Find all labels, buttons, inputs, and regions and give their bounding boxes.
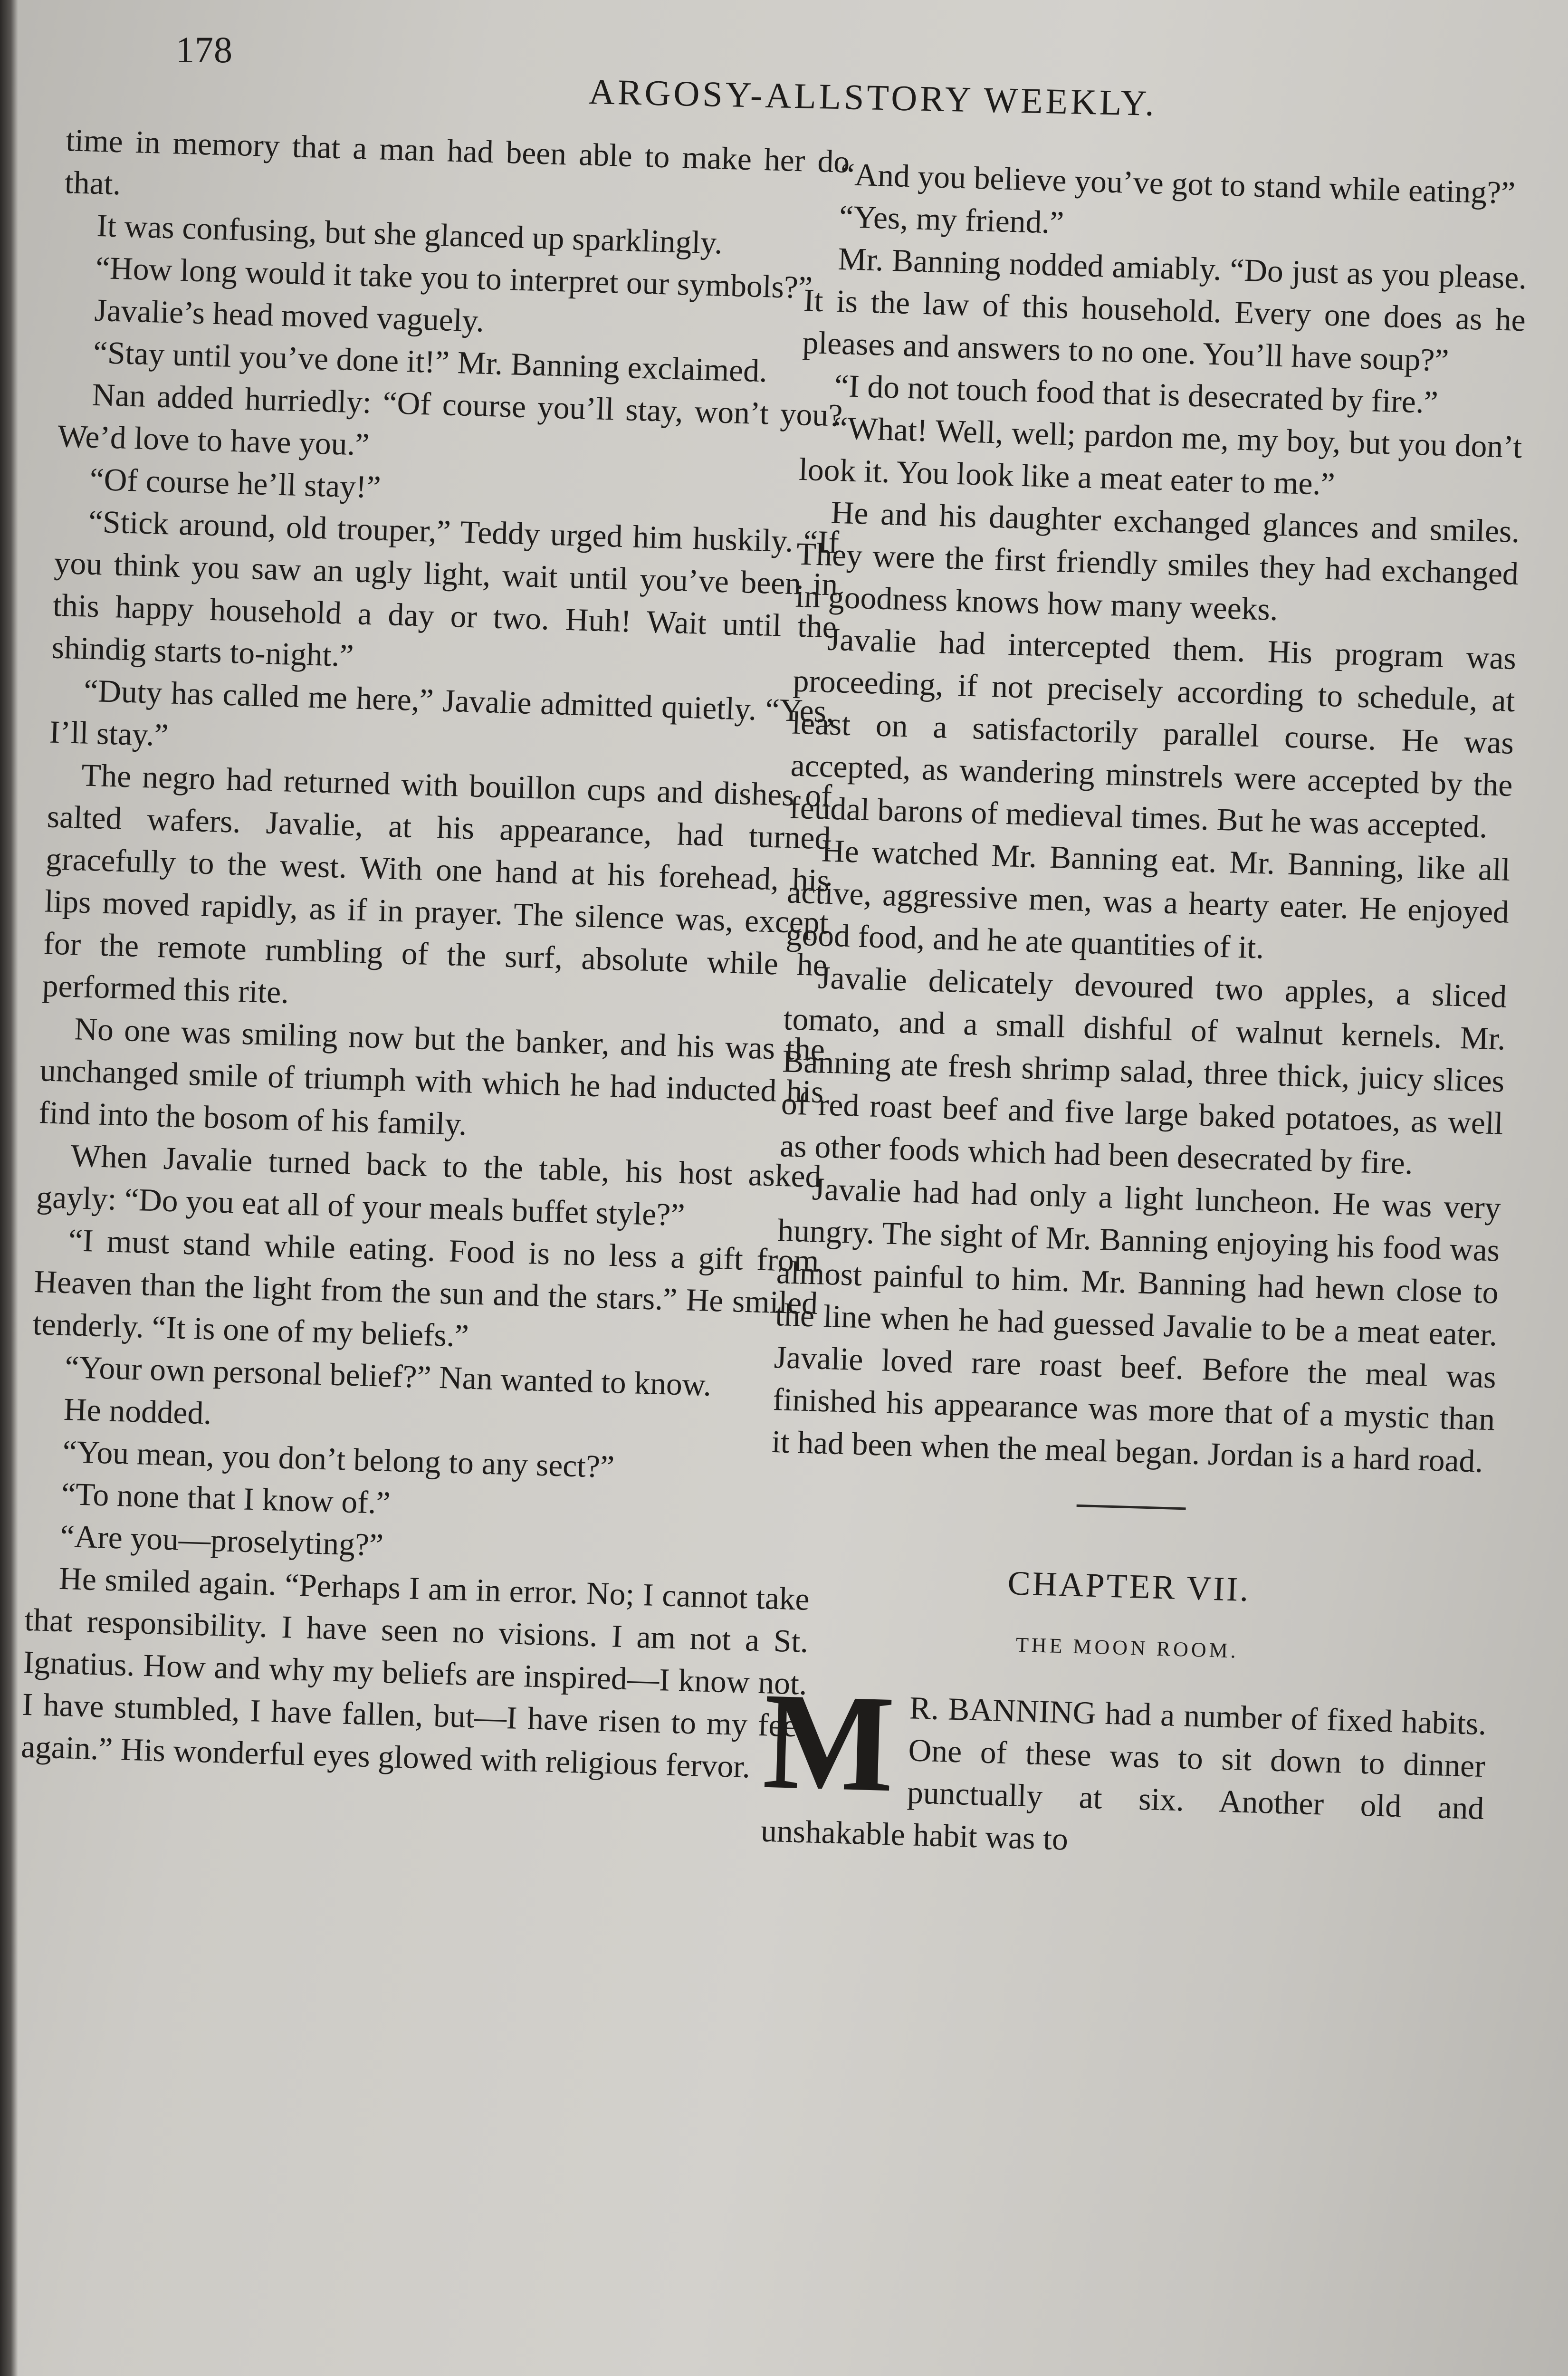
paragraph: time in memory that a man had been able to make her do that. [64, 122, 851, 202]
paragraph: He nodded. [63, 1391, 212, 1431]
paragraph: “How long would it take you to interpret our symbols?” [95, 249, 813, 306]
paragraph: “Your own personal belief?” Nan wanted to know. [64, 1349, 712, 1403]
chapter-opening-paragraph [760, 1664, 1487, 1872]
paragraph: No one was smiling now but the banker, and his was the unchanged smile of triumph with which he had inducted his find into the bosom of his family. [38, 1011, 825, 1142]
paragraph: “Stay until you’ve done it!” Mr. Banning exclaimed. [93, 334, 768, 389]
paragraph: “Yes, my friend.” [839, 198, 1065, 241]
paragraph: “What! Well, well; pardon me, my boy, but you don’t look it. You look like a meat eater to me.” [798, 410, 1523, 502]
paragraph: When Javalie turned back to the table, his host asked gayly: “Do you eat all of your meals buffet style?” [36, 1138, 822, 1233]
paragraph: “Of course he’ll stay!” [89, 461, 382, 505]
drop-cap: M [761, 1664, 897, 1821]
paragraph: Javalie had had only a light luncheon. He was very hungry. The sight of Mr. Banning enjoying his food was almost painful to him. Mr. Banning had hewn close to the line when he had guessed Javalie to be a meat eater. Javalie loved rare roast beef. Before the meal was finished his appearance was more that of a mystic than it had been when the meal began. Jordan is a hard road. [771, 1171, 1501, 1479]
chapter-subtitle: THE MOON ROOM. [1015, 1633, 1239, 1663]
paragraph: The negro had returned with bouillon cups and dishes of salted wafers. Javalie, at his appearance, had turned gracefully to the west. With one hand at his forehead, his lips moved rapidly, as if in prayer. The silence was, except for the remote rumbling of the surf, absolute while he performed this rite. [42, 757, 832, 1010]
paragraph: It was confusing, but she glanced up sparklingly. [96, 207, 723, 261]
left-column [20, 119, 850, 1790]
right-column [760, 152, 1530, 1872]
paragraph: “You mean, you don’t belong to any sect?” [62, 1433, 615, 1485]
paragraph: “I do not touch food that is desecrated by fire.” [834, 367, 1439, 421]
paragraph: “Are you—proselyting?” [59, 1518, 384, 1563]
paragraph: “To none that I know of.” [61, 1475, 391, 1521]
paragraph: He and his daughter exchanged glances and smiles. They were the first friendly smiles they had exchanged in goodness knows how many weeks. [794, 494, 1520, 627]
paragraph: “And you believe you’ve got to stand while eating?” [840, 156, 1516, 211]
paragraph: Javalie delicately devoured two apples, a sliced tomato, and a small dishful of walnut kernels. Mr. Banning ate fresh shrimp salad, three thick, juicy slices of red roast beef and five large baked potatoes, as well as other foods which had been desecrated by fire. [779, 959, 1507, 1181]
binding-edge [0, 0, 18, 2376]
paragraph: “Duty has called me here,” Javalie admitted quietly. “Yes, I’ll stay.” [48, 672, 835, 753]
paragraph: Nan added hurriedly: “Of course you’ll stay, won’t you? We’d love to have you.” [57, 376, 843, 463]
paragraph: He smiled again. “Perhaps I am in error. No; I cannot take that responsibility. I have seen no visions. I am not a St. Ignatius. How and why my beliefs are inspired—I know not. I have stumbled, I have fallen, but—I have risen to my feet again.” His wonderful eyes glowed with religious fervor. [20, 1560, 810, 1785]
paragraph: “Stick around, old trouper,” Teddy urged him huskily. “If you think you saw an ugly light, wait until you’ve been in this happy household a day or two. Huh! Wait until the shindig starts to-night.” [51, 503, 840, 674]
paragraph: Javalie had intercepted them. His program was proceeding, if not precisely according to schedule, at least on a satisfactorily parallel course. He was accepted, as wandering minstrels were accepted by the feudal barons of medieval times. But he was accepted. [789, 621, 1517, 845]
running-head: ARGOSY-ALLSTORY WEEKLY. [588, 71, 1157, 124]
chapter-opening-text: R. BANNING had a number of fixed habits. One of these was to sit down to dinner punctually at six. Another old and unshakable habit was to [760, 1690, 1487, 1857]
paragraph: He watched Mr. Banning eat. Mr. Banning, like all active, aggressive men, was a hearty eater. He enjoyed good food, and he ate quantities of it. [785, 833, 1511, 966]
paragraph: Javalie’s head moved vaguely. [94, 292, 485, 339]
paragraph: Mr. Banning nodded amiably. “Do just as you please. It is the law of this household. Every one does as he pleases and answers to no one. You’ll have soup?” [802, 240, 1528, 378]
chapter-heading: CHAPTER VII. [1007, 1563, 1251, 1609]
page-number: 178 [176, 29, 233, 70]
paragraph: “I must stand while eating. Food is no less a gift from Heaven than the light from the sun and the stars.” He smiled tenderly. “It is one of my beliefs.” [32, 1222, 820, 1354]
section-divider [1077, 1504, 1186, 1510]
